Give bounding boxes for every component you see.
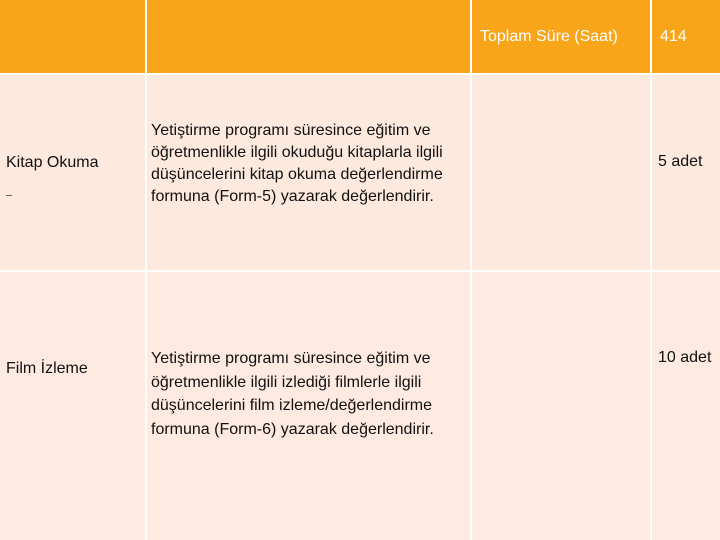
activity-description: Yetiştirme programı süresince eğitim ve öğretmenlikle ilgili okuduğu kitaplarla ilgili düşüncelerini kitap okuma değerlendirme formuna (Form-5) yazarak değerlendirir. <box>151 122 443 205</box>
activity-quantity: 5 adet <box>658 153 703 170</box>
table-row-description-cell <box>147 75 470 270</box>
activity-name: Film İzleme <box>6 360 88 377</box>
table-row-activity-cell <box>0 75 145 270</box>
table-row-description-cell <box>147 272 470 540</box>
table-row-quantity-cell <box>652 272 720 540</box>
table-row-empty-cell <box>472 75 650 270</box>
header-total-value: 414 <box>652 0 720 73</box>
table-row-quantity-cell <box>652 75 720 270</box>
header-total-label: Toplam Süre (Saat) <box>472 0 650 73</box>
table-row-empty-cell <box>472 272 650 540</box>
header-cell-empty-1 <box>0 0 145 73</box>
dash-mark <box>6 195 12 196</box>
activity-description: Yetiştirme programı süresince eğitim ve öğretmenlikle ilgili izlediği filmlerle ilgili düşüncelerini film izleme/değerlendirme formuna (Form-6) yazarak değerlendirir. <box>151 350 434 438</box>
header-cell-empty-2 <box>147 0 470 73</box>
table-row-activity-cell <box>0 272 145 540</box>
activity-quantity: 10 adet <box>658 349 712 366</box>
activity-name: Kitap Okuma <box>6 154 99 171</box>
